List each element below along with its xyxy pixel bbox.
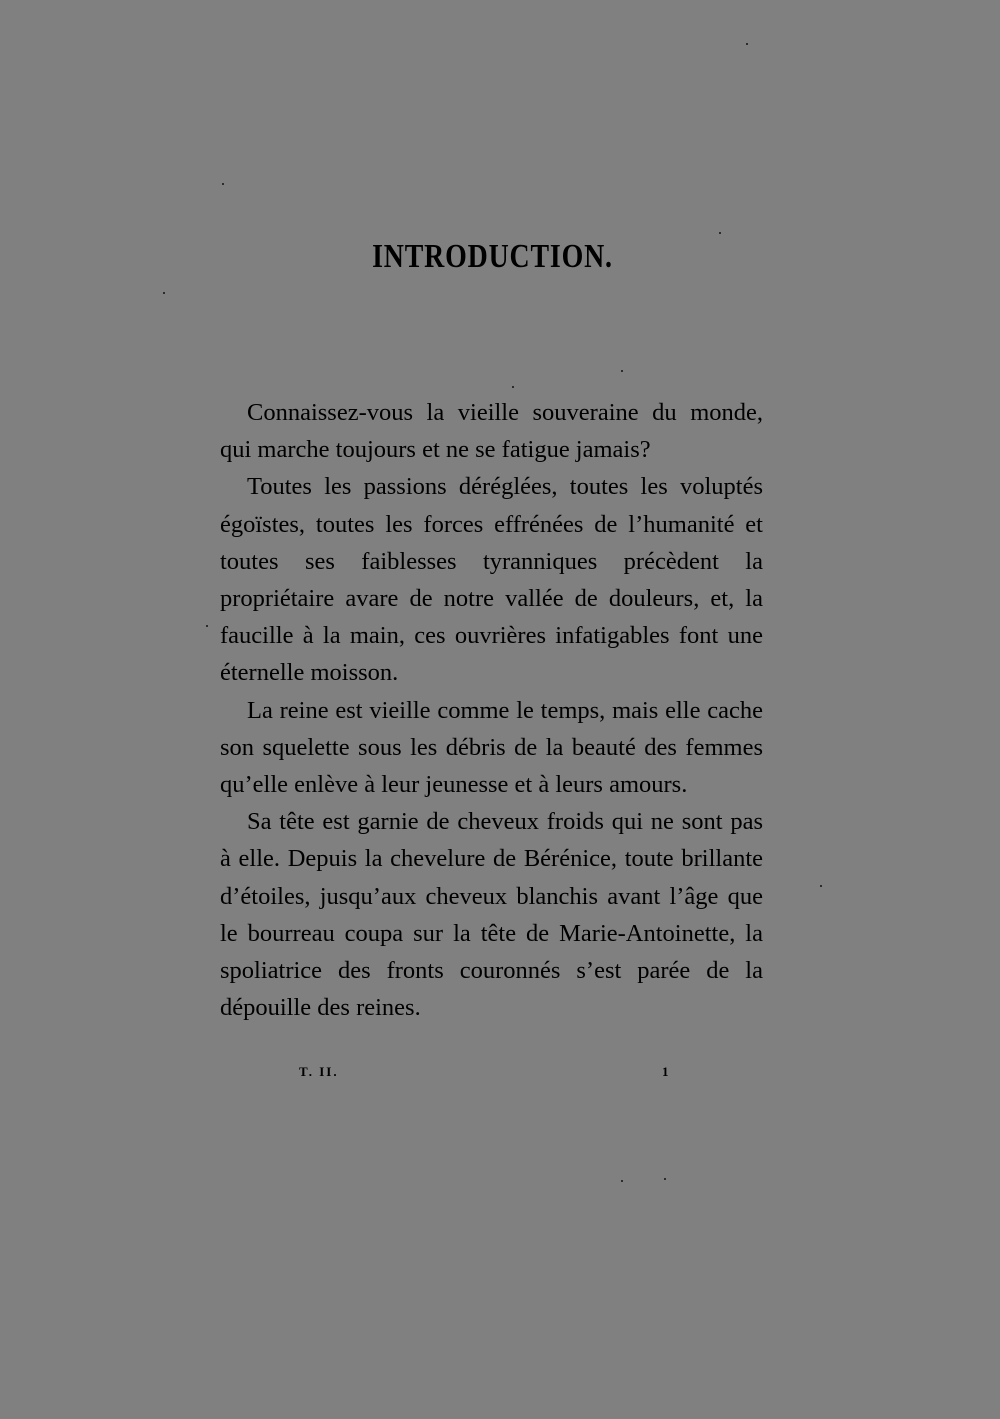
scan-speck — [820, 885, 822, 887]
signature-line — [0, 1064, 1000, 1086]
body-text — [220, 394, 763, 1026]
scan-speck — [206, 625, 208, 627]
scan-speck — [664, 1178, 666, 1180]
scan-speck — [222, 183, 224, 185]
paragraph: La reine est vieille comme le temps, mais elle cache son squelette sous les débris de la beauté des femmes qu’elle enlève à leur jeunesse et à leurs amours. — [220, 696, 763, 799]
scan-speck — [512, 386, 514, 388]
volume-mark: T. II. — [299, 1064, 339, 1079]
scan-speck — [746, 43, 748, 45]
paragraph: Toutes les passions déréglées, toutes les voluptés égoïstes, toutes les forces effrénées de l’humanité et toutes ses faiblesses tyranniques précèdent la propriétaire avare de notre vallée de douleurs, et, la faucille à la main, ces ouvrières infatigables font une éternelle moisson. — [220, 473, 763, 687]
chapter-title: INTRODUCTION. — [372, 238, 613, 275]
scan-speck — [621, 370, 623, 372]
scan-speck — [163, 292, 165, 294]
scan-speck — [719, 232, 721, 234]
signature-number: 1 — [662, 1064, 669, 1079]
scan-speck — [621, 1180, 623, 1182]
paragraph: Connaissez-vous la vieille souveraine du monde, qui marche toujours et ne se fatigue jamais? — [220, 399, 763, 464]
paragraph: Sa tête est garnie de cheveux froids qui ne sont pas à elle. Depuis la chevelure de Bérénice, toute brillante d’étoiles, jusqu’aux cheveux blanchis avant l’âge que le bourreau coupa sur la tête de Marie-Antoinette, la spoliatrice des fronts couronnés s’est parée de la dépouille des reines. — [220, 808, 763, 1022]
